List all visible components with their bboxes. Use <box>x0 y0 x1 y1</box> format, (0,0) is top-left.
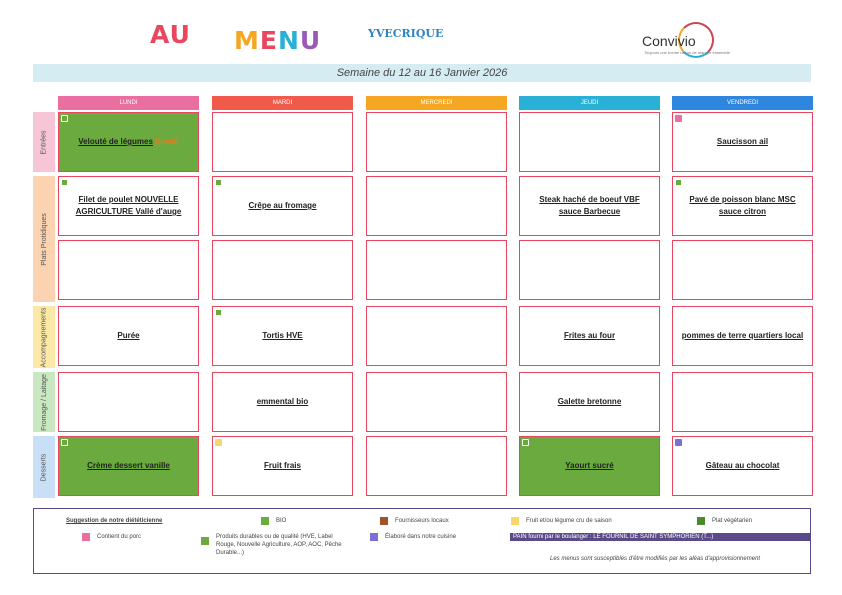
cell-accomp-lundi: Purée <box>58 306 199 366</box>
veg-icon <box>215 179 222 186</box>
cell-accomp-mercredi <box>366 306 507 366</box>
quality-icon <box>675 179 682 186</box>
cell-fromage-mardi: emmental bio <box>212 372 353 432</box>
cell-dessert-lundi: Crème dessert vanille <box>58 436 199 496</box>
cell-plat-jeudi: Steak haché de boeuf VBF sauce Barbecue <box>519 176 660 236</box>
legend-bio: BIO <box>276 518 287 524</box>
legend-pork: Contient du porc <box>97 534 142 540</box>
bio-icon <box>61 439 68 446</box>
cell-fromage-mercredi <box>366 372 507 432</box>
title-menu <box>234 26 321 55</box>
row-label-desserts: Desserts <box>33 436 55 498</box>
cell-plat-lundi: Filet de poulet NOUVELLE AGRICULTURE Vallé d'auge <box>58 176 199 236</box>
day-header-jeudi: JEUDI <box>519 96 660 110</box>
cell-plat2-jeudi <box>519 240 660 300</box>
bio-icon <box>261 517 269 525</box>
legend-quality: Produits durables ou de qualité (HVE, Label Rouge, Nouvelle Agriculture, AOP, AOC, Pêche Durable...) <box>216 534 342 556</box>
logo-tagline: Toujours une bonne raison de manger ensemble <box>644 50 730 55</box>
fruit-icon <box>511 517 519 525</box>
row-label-fromage: Fromage / Laitage <box>33 372 55 432</box>
cell-entree-vendredi: Saucisson ail <box>672 112 813 172</box>
convivio-logo <box>640 22 730 64</box>
cell-plat-mardi: Crêpe au fromage <box>212 176 353 236</box>
pork-icon <box>82 533 90 541</box>
day-header-vendredi: VENDREDI <box>672 96 813 110</box>
cell-entree-lundi: Velouté de légumes (local) <box>58 112 199 172</box>
school-name: YVECRIQUE <box>368 27 444 40</box>
cell-dessert-mardi: Fruit frais <box>212 436 353 496</box>
menu-letter: M <box>234 26 260 55</box>
menu-letter: E <box>259 26 278 55</box>
legend-local: Fournisseurs locaux <box>395 518 449 524</box>
row-label-accompagnements: Accompagnements <box>33 306 55 368</box>
cell-plat2-mercredi <box>366 240 507 300</box>
bio-icon <box>61 115 68 122</box>
cell-plat2-mardi <box>212 240 353 300</box>
cell-entree-mardi <box>212 112 353 172</box>
cell-accomp-vendredi: pommes de terre quartiers local <box>672 306 813 366</box>
quality-icon <box>201 537 209 545</box>
cell-accomp-mardi: Tortis HVE <box>212 306 353 366</box>
cell-plat-mercredi <box>366 176 507 236</box>
veg-icon <box>697 517 705 525</box>
legend-suggestion: Suggestion de notre diététicienne <box>66 518 163 524</box>
cell-plat2-vendredi <box>672 240 813 300</box>
row-label-entrees: Entrées <box>33 112 55 172</box>
day-header-mercredi: MERCREDI <box>366 96 507 110</box>
cell-fromage-lundi <box>58 372 199 432</box>
fruit-icon <box>215 439 222 446</box>
title-au: AU <box>150 20 191 49</box>
cell-dessert-mercredi <box>366 436 507 496</box>
legend-home: Élaboré dans notre cuisine <box>385 534 457 540</box>
cell-entree-mercredi <box>366 112 507 172</box>
quality-icon <box>61 179 68 186</box>
local-icon <box>380 517 388 525</box>
homemade-icon <box>370 533 378 541</box>
cell-accomp-jeudi: Frites au four <box>519 306 660 366</box>
menu-letter: N <box>277 26 300 55</box>
menu-letter: U <box>299 26 322 55</box>
cell-fromage-vendredi <box>672 372 813 432</box>
pork-icon <box>675 115 682 122</box>
cell-dessert-vendredi: Gâteau au chocolat <box>672 436 813 496</box>
quality-icon <box>215 309 222 316</box>
cell-plat2-lundi <box>58 240 199 300</box>
cell-fromage-jeudi: Galette bretonne <box>519 372 660 432</box>
cell-entree-jeudi <box>519 112 660 172</box>
legend-note: Les menus sont susceptibles d'être modifiés par les aléas d'approvisionnement <box>550 556 761 562</box>
cell-dessert-jeudi: Yaourt sucré <box>519 436 660 496</box>
cell-plat-vendredi: Pavé de poisson blanc MSC sauce citron <box>672 176 813 236</box>
row-label-plats: Plats Protidiques <box>33 176 55 302</box>
legend-fruit: Fruit et/ou légume cru de saison <box>526 518 612 524</box>
legend-box <box>33 508 811 574</box>
day-header-lundi: LUNDI <box>58 96 199 110</box>
legend-veg: Plat végétarien <box>712 518 753 524</box>
day-header-mardi: MARDI <box>212 96 353 110</box>
week-banner: Semaine du 12 au 16 Janvier 2026 <box>33 64 811 82</box>
legend-pain: PAIN fourni par le boulanger : LE FOURNIL DE SAINT SYMPHORIEN (T...) <box>510 533 810 541</box>
logo-text: Convivio <box>642 33 696 49</box>
homemade-icon <box>675 439 682 446</box>
bio-icon <box>522 439 529 446</box>
